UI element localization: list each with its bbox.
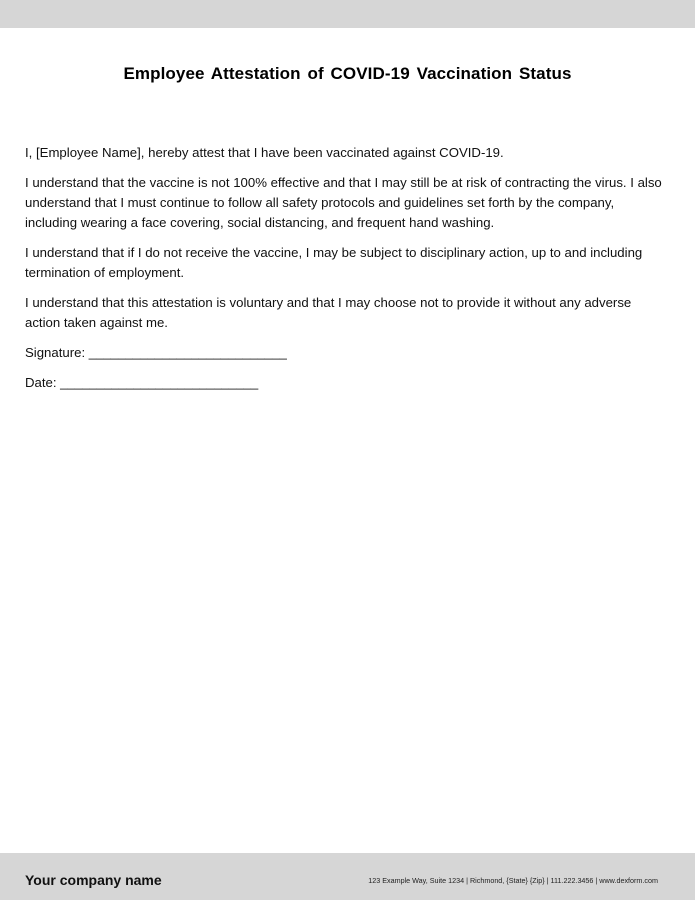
document-title: Employee Attestation of COVID-19 Vaccination Status — [123, 64, 572, 83]
date-line: Date: ___________________________ — [25, 375, 259, 390]
vaccine-effectiveness-paragraph: I understand that the vaccine is not 100% effective and that I may still be at risk of contracting the virus. I also understand that I must continue to follow all safety protocols and guidelines set forth by the company, including wearing a face covering, social distancing, and frequent hand washing. — [25, 175, 662, 230]
disciplinary-action-paragraph: I understand that if I do not receive the vaccine, I may be subject to disciplinary action, up to and including termination of employment. — [25, 245, 643, 280]
company-name: Your company name — [25, 872, 162, 888]
footer — [0, 853, 695, 900]
top-bar — [0, 0, 695, 28]
signature-line: Signature: ___________________________ — [25, 345, 287, 360]
document-body — [25, 143, 665, 393]
attestation-paragraph: I, [Employee Name], hereby attest that I have been vaccinated against COVID-19. — [25, 145, 504, 160]
voluntary-paragraph: I understand that this attestation is voluntary and that I may choose not to provide it without any adverse action taken against me. — [25, 295, 632, 330]
footer-contact-info: 123 Example Way, Suite 1234 | Richmond, {State} {Zip} | 111.222.3456 | www.dexform.com — [368, 876, 658, 885]
